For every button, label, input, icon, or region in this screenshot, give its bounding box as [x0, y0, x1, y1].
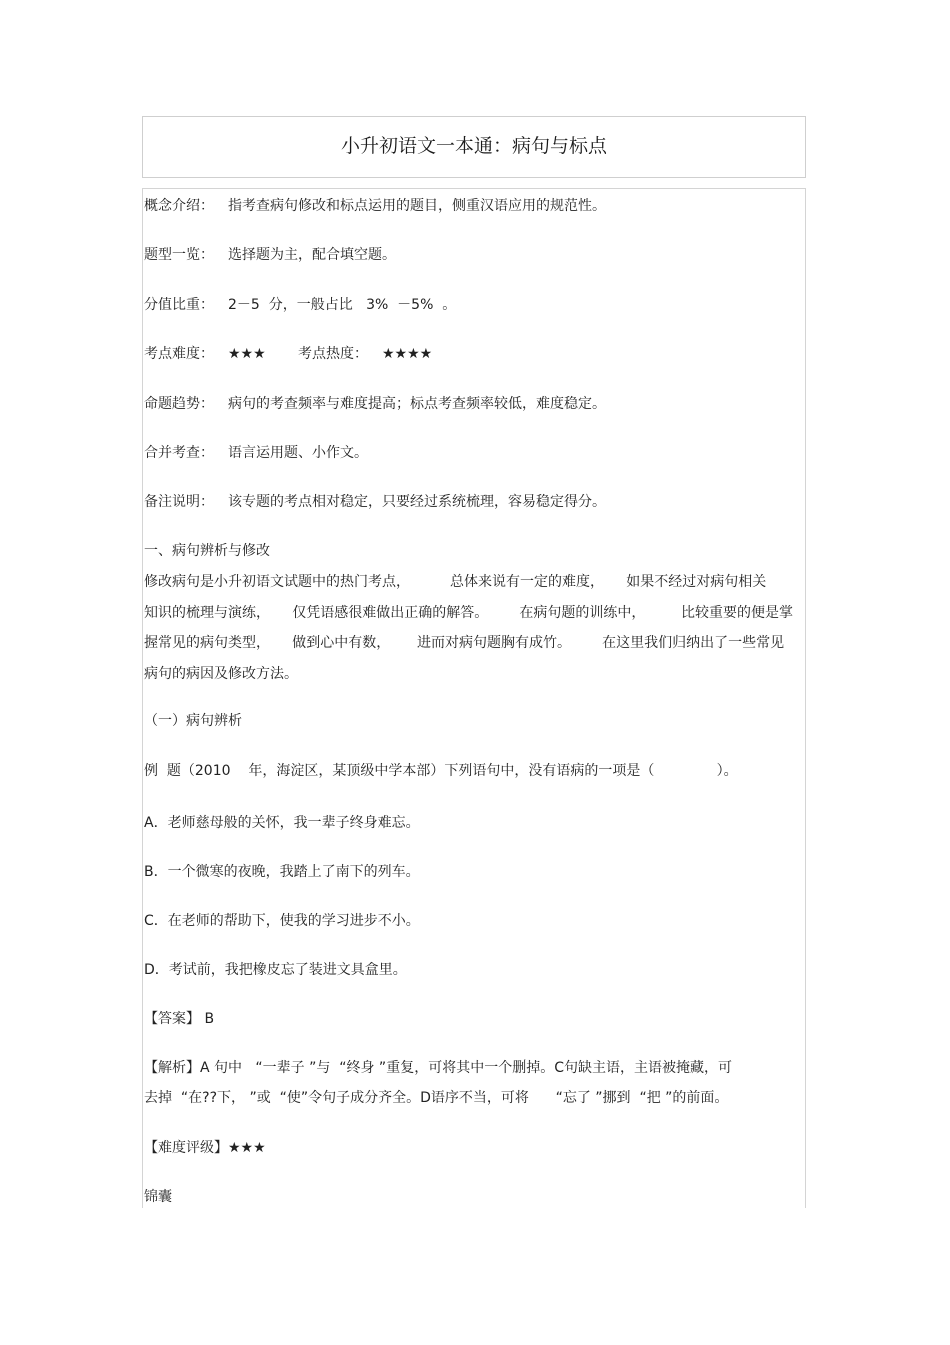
trend-row — [144, 394, 606, 414]
remark-label: 备注说明： — [144, 494, 214, 510]
heat-label: 考点热度： — [298, 346, 368, 362]
score-label: 分值比重： — [144, 297, 214, 313]
combined-value: 语言运用题、小作文。 — [228, 445, 368, 461]
answer: 【答案】 B — [144, 1011, 215, 1027]
difficulty-stars: ★★★ — [228, 346, 266, 362]
subsection1-heading: （一）病句辨析 — [144, 713, 242, 729]
types-label: 题型一览： — [144, 247, 214, 263]
types-row — [144, 245, 396, 265]
trend-label: 命题趋势： — [144, 396, 214, 412]
paragraph-line: 知识的梳理与演练， 仅凭语感很难做出正确的解答。 在病句题的训练中， 比较重要的便是掌 — [144, 604, 794, 621]
example-question: 例 题（2010 年，海淀区，某顶级中学本部）下列语句中，没有语病的一项是（ ）。 — [144, 763, 738, 779]
score-value: 2－5 分，一般占比 3% －5% 。 — [228, 297, 457, 313]
section1-heading: 一、病句辨析与修改 — [144, 543, 270, 559]
difficulty-row — [144, 344, 432, 364]
difficulty-label: 考点难度： — [144, 346, 214, 362]
analysis-line-1: 【解析】A 句中 “一辈子 ”与 “终身 ”重复，可将其中一个删掉。C句缺主语，主语被掩藏，可 — [144, 1060, 732, 1076]
trend-value: 病句的考查频率与难度提高；标点考查频率较低，难度稳定。 — [228, 396, 606, 412]
types-value: 选择题为主，配合填空题。 — [228, 247, 396, 263]
remark-value: 该专题的考点相对稳定，只要经过系统梳理，容易稳定得分。 — [228, 494, 606, 510]
combined-label: 合并考查： — [144, 445, 214, 461]
concept-row — [144, 196, 606, 216]
remark-row — [144, 492, 606, 512]
concept-label: 概念介绍： — [144, 198, 214, 214]
tips-heading: 锦囊 — [144, 1189, 172, 1205]
option-d: D．考试前，我把橡皮忘了装进文具盒里。 — [144, 962, 407, 978]
section1-paragraph — [144, 567, 794, 689]
concept-value: 指考查病句修改和标点运用的题目，侧重汉语应用的规范性。 — [228, 198, 606, 214]
title-box — [142, 116, 806, 178]
paragraph-line: 握常见的病句类型， 做到心中有数， 进而对病句题胸有成竹。 在这里我们归纳出了一些常见 — [144, 635, 785, 651]
option-c: C．在老师的帮助下，使我的学习进步不小。 — [144, 913, 420, 929]
difficulty-rating: 【难度评级】★★★ — [144, 1140, 266, 1156]
analysis-line-2: 去掉 “在??下， ”或 “使”令句子成分齐全。D语序不当，可将 “忘了 ”挪到 “把 ”的前面。 — [144, 1090, 729, 1106]
heat-stars: ★★★★ — [382, 346, 433, 362]
option-b: B．一个微寒的夜晚，我踏上了南下的列车。 — [144, 864, 420, 880]
combined-row — [144, 443, 368, 463]
page-title: 小升初语文一本通：病句与标点 — [340, 135, 607, 157]
option-a: A．老师慈母般的关怀，我一辈子终身难忘。 — [144, 815, 420, 831]
score-row — [144, 295, 456, 315]
paragraph-line: 病句的病因及修改方法。 — [144, 665, 298, 682]
content-box — [142, 188, 806, 1208]
paragraph-line: 修改病句是小升初语文试题中的热门考点， 总体来说有一定的难度， 如果不经过对病句相关 — [144, 574, 767, 590]
